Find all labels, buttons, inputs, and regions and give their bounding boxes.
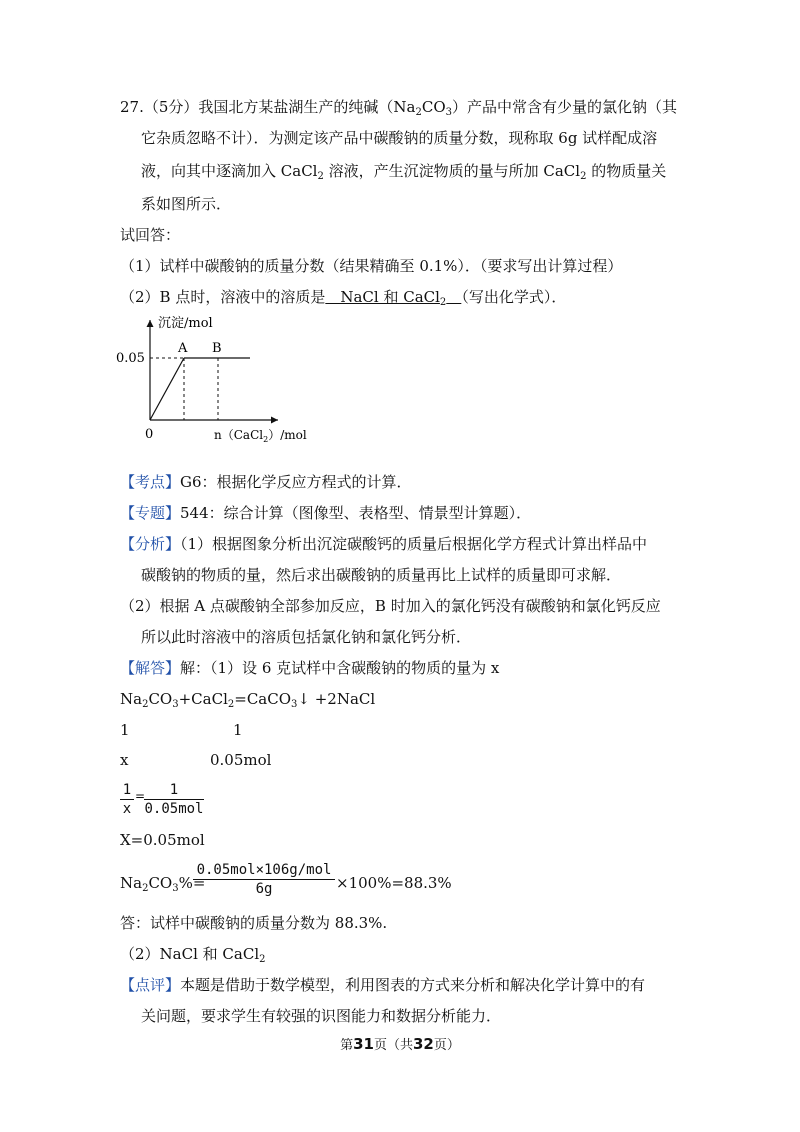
fenxi-tag: 【分析】 [120,535,181,553]
question-text: CO [421,98,446,116]
denominator: x [122,801,132,817]
jieda-tag: 【解答】 [120,659,181,677]
question-line-3 [141,161,666,181]
x-result: X=0.05mol [120,831,205,849]
pct-part: CO [148,874,173,892]
ratio-row-1-right: 1 [233,721,243,739]
subscript: 2 [227,699,235,710]
pct-part: %= [178,874,206,892]
eq-part: ↓ +2NaCl [297,690,376,708]
subscript: 2 [580,171,587,182]
dianping-text: 本题是借助于数学模型，利用图表的方式来分析和解决化学计算中的有 [180,976,646,994]
zhuanti-tag: 【专题】 [120,504,181,522]
subscript: 2 [317,171,324,182]
proportion-equation [120,781,210,821]
denominator: 6g [255,881,273,897]
question-line-2: 它杂质忽略不计）．为测定该产品中碳酸钠的质量分数，现称取 6g 试样配成溶 [141,129,658,147]
numerator: 0.05mol×106g/mol [196,862,332,878]
answer-blank [325,288,461,306]
pct-part: Na [120,874,143,892]
subscript: 2 [259,954,266,965]
eq-part: =CaCO [234,690,292,708]
subscript: 3 [445,107,453,118]
kaodian-line [120,472,412,492]
dianping-tag: 【点评】 [120,976,181,994]
question-text: ）产品中常含有少量的氯化钠（其 [452,98,678,116]
subscript: 2 [415,107,422,118]
sub-question-2 [120,287,566,307]
y-tick-label: 0.05 [116,351,145,366]
fenxi-text: （1）根据图象分析出沉淀碳酸钙的质量后根据化学方程式计算出样品中 [180,535,648,553]
fenxi-line-4: 所以此时溶液中的溶质包括氯化钠和氯化钙分析． [141,628,472,646]
zhuanti-line [120,503,531,523]
question-score: （5分） [143,98,199,116]
fraction-right [144,781,204,818]
dianping-line-2: 关问题，要求学生有较强的识图能力和数据分析能力． [141,1007,502,1025]
eq-part: CO [148,690,173,708]
precipitate-chart [110,308,330,450]
sub-question-1: （1）试样中碳酸钠的质量分数（结果精确至 0.1%）．（要求写出计算过程） [120,257,623,275]
footer-text: 页） [433,1038,460,1053]
question-text: 液，向其中逐滴加入 CaCl [141,162,318,180]
question-number: 27. [120,98,144,116]
point-label-a: A [178,341,188,356]
zhuanti-text: 544：综合计算（图像型、表格型、情景型计算题）． [180,504,532,522]
subscript: 3 [172,699,179,710]
ratio-row-2-right: 0.05mol [210,751,272,769]
x-axis-label: n（CaCl$_2$）/mol [214,428,307,444]
ratio-row-1-left: 1 [120,721,130,739]
answer-1: 答：试样中碳酸钠的质量分数为 88.3%. [120,914,388,932]
origin-label: 0 [145,427,154,442]
question-line-1 [120,97,677,117]
question-text: 溶液，产生沉淀物质的量与所加 CaCl [323,162,581,180]
fenxi-line-3: （2）根据 A 点碳酸钠全部参加反应，B 时加入的氯化钙没有碳酸钠和氯化钙反应 [120,597,661,615]
footer-text: 页（共 [373,1038,413,1053]
percentage-result: ×100%=88.3% [336,874,452,892]
subscript: 2 [142,699,149,710]
point-label-b: B [212,341,222,356]
percentage-fraction [193,861,335,898]
denominator: 0.05mol [144,801,204,817]
equals-sign: = [135,789,146,803]
page-number: 31 [353,1035,374,1053]
answer-text: （2）NaCl 和 CaCl [120,945,260,963]
fenxi-line-2: 碳酸钠的物质的量，然后求出碳酸钠的质量再比上试样的质量即可求解． [141,566,622,584]
eq-part: Na [120,690,143,708]
page-footer [0,1034,800,1053]
y-axis-label: 沉淀/mol [158,316,213,331]
subscript: 2 [142,883,149,894]
question-text: （写出化学式）． [461,288,567,306]
question-text: （2）B 点时，溶液中的溶质是 [120,288,326,306]
numerator: 1 [169,782,179,798]
answer-text [446,288,461,306]
kaodian-text: G6：根据化学反应方程式的计算． [180,473,412,491]
dianping-line-1 [120,975,645,995]
question-line-4: 系如图所示． [141,195,232,213]
subscript: 2 [439,297,447,308]
fraction-left [120,781,134,818]
subscript: 3 [291,699,298,710]
answer-text: NaCl 和 CaCl [325,288,440,306]
chemical-equation [120,689,375,709]
kaodian-tag: 【考点】 [120,473,181,491]
series-rise [150,358,184,420]
jieda-text: 解：（1）设 6 克试样中含碳酸钠的物质的量为 x [180,659,500,677]
question-ask: 试回答： [120,226,181,244]
answer-2 [120,944,266,964]
question-text: 的物质量关 [586,162,667,180]
total-pages: 32 [413,1035,434,1053]
ratio-row-2-left: x [120,751,129,769]
footer-text: 第 [340,1038,354,1053]
eq-part: +CaCl [178,690,228,708]
numerator: 1 [122,782,132,798]
fenxi-line-1 [120,534,647,554]
subscript: 3 [172,883,179,894]
question-text: 我国北方某盐湖生产的纯碱（Na [198,98,416,116]
jieda-line [120,658,499,678]
